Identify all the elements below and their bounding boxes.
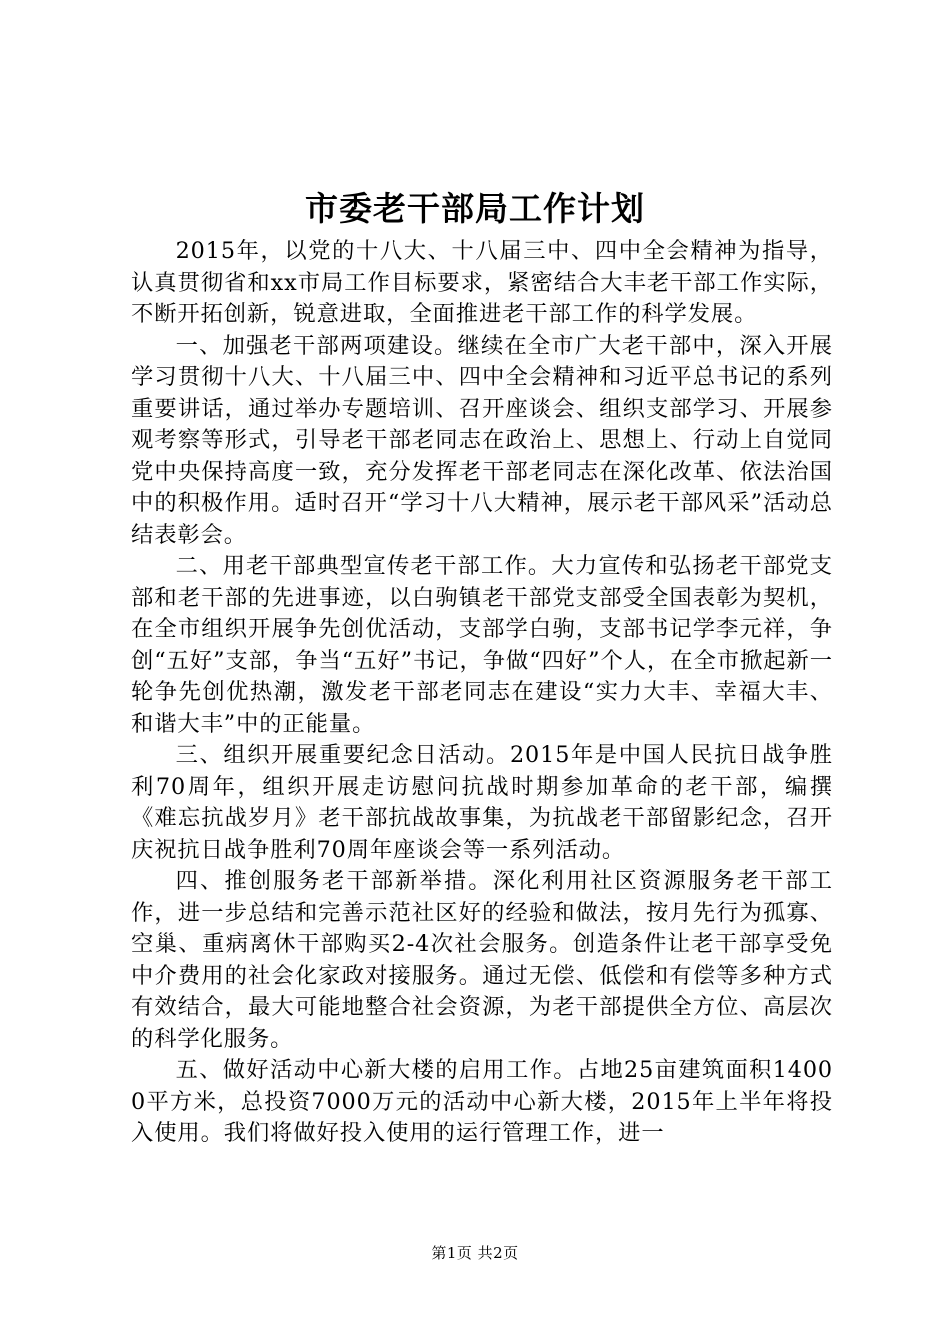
section-five-paragraph: 五、做好活动中心新大楼的启用工作。占地25亩建筑面积14000平方米，总投资7000万元的活动中心新大楼，2015年上半年将投入使用。我们将做好投入使用的运行管理工作，进一 bbox=[131, 1057, 833, 1146]
section-two-paragraph: 二、用老干部典型宣传老干部工作。大力宣传和弘扬老干部党支部和老干部的先进事迹，以白驹镇老干部党支部受全国表彰为契机，在全市组织开展争先创优活动，支部学白驹，支部书记学李元祥，争创“五好”支部，争当“五好”书记，争做“四好”个人，在全市掀起新一轮争先创优热潮，激发老干部老同志在建设“实力大丰、幸福大丰、和谐大丰”中的正能量。 bbox=[131, 553, 833, 737]
page-number: 第1页 共2页 bbox=[431, 1244, 519, 1262]
document-body bbox=[131, 236, 833, 1150]
section-three-paragraph: 三、组织开展重要纪念日活动。2015年是中国人民抗日战争胜利70周年，组织开展走访慰问抗战时期参加革命的老干部，编撰《难忘抗战岁月》老干部抗战故事集，为抗战老干部留影纪念，召开庆祝抗日战争胜利70周年座谈会等一系列活动。 bbox=[131, 742, 833, 863]
section-four-paragraph: 四、推创服务老干部新举措。深化利用社区资源服务老干部工作，进一步总结和完善示范社区好的经验和做法，按月先行为孤寡、空巢、重病离休干部购买2-4次社会服务。创造条件让老干部享受免中介费用的社会化家政对接服务。通过无偿、低偿和有偿等多种方式有效结合，最大可能地整合社会资源，为老干部提供全方位、高层次的科学化服务。 bbox=[131, 868, 833, 1052]
intro-paragraph: 2015年，以党的十八大、十八届三中、四中全会精神为指导，认真贯彻省和xx市局工作目标要求，紧密结合大丰老干部工作实际，不断开拓创新，锐意进取，全面推进老干部工作的科学发展。 bbox=[131, 238, 833, 327]
section-one-paragraph: 一、加强老干部两项建设。继续在全市广大老干部中，深入开展学习贯彻十八大、十八届三中、四中全会精神和习近平总书记的系列重要讲话，通过举办专题培训、召开座谈会、组织支部学习、开展参观考察等形式，引导老干部老同志在政治上、思想上、行动上自觉同党中央保持高度一致，充分发挥老干部老同志在深化改革、依法治国中的积极作用。适时召开“学习十八大精神，展示老干部风采”活动总结表彰会。 bbox=[131, 332, 833, 548]
document-title: 市委老干部局工作计划 bbox=[305, 189, 645, 228]
